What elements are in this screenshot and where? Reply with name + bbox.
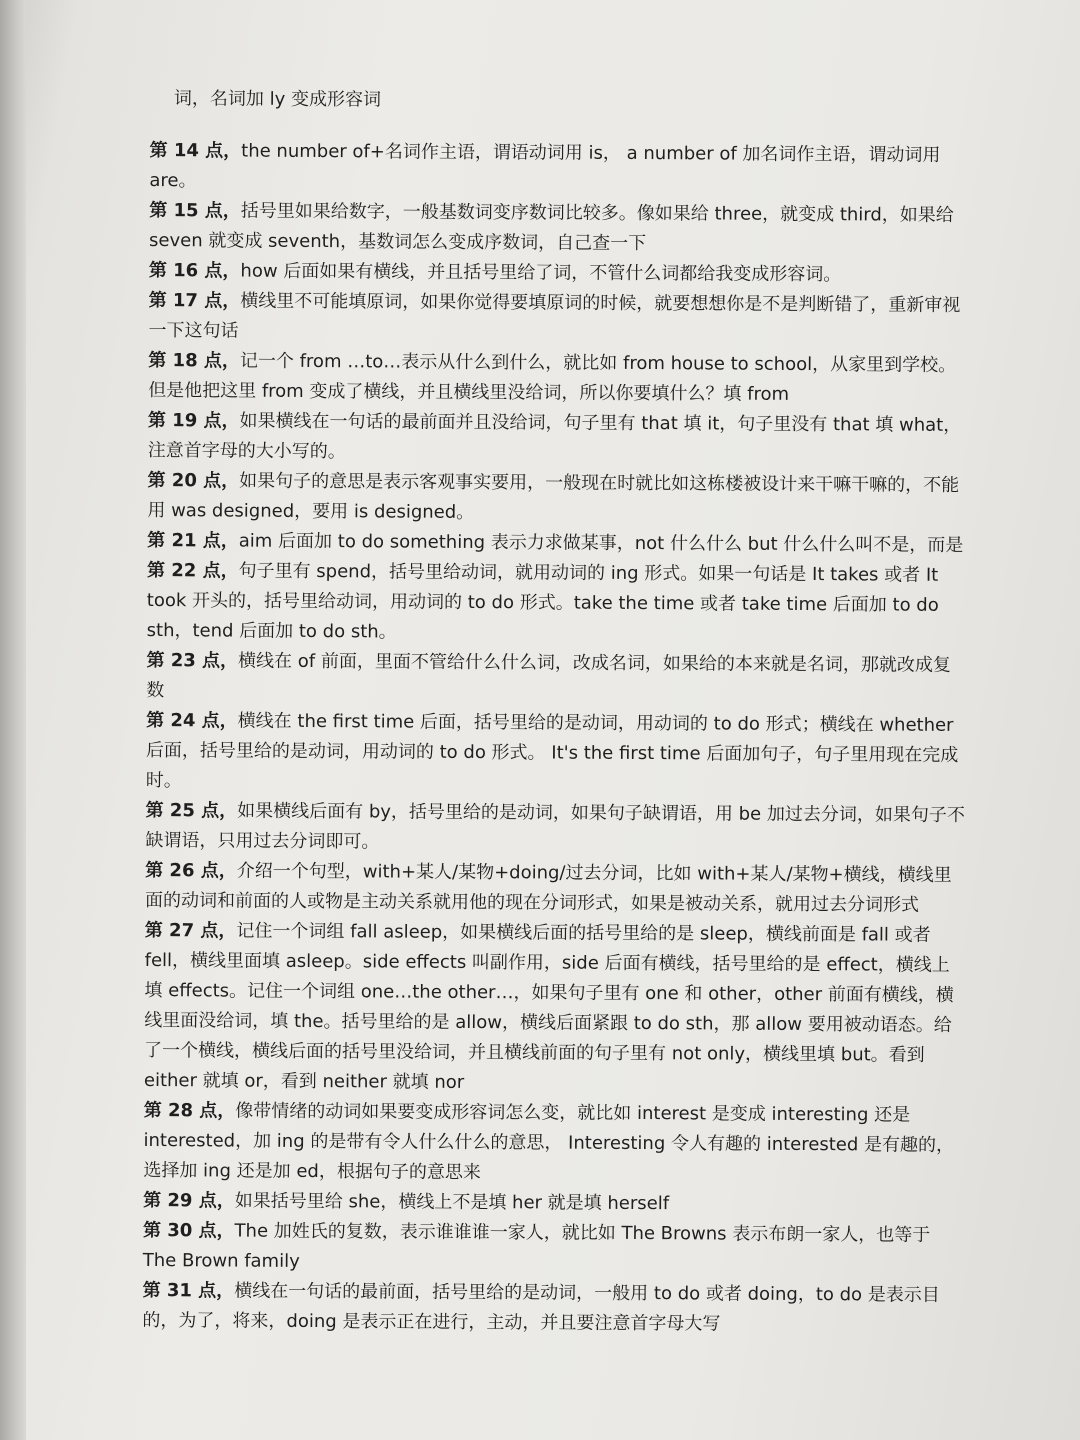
point-30	[143, 1216, 963, 1281]
point-number: 第 26 点，	[145, 859, 237, 882]
point-text: 如果括号里给 she，横线上不是填 her 就是填 herself	[234, 1190, 670, 1215]
point-text: 横线在 of 前面，里面不管给什么什么词，改成名词，如果给的本来就是名词，那就改成复数	[146, 650, 951, 702]
point-text: 横线在一句话的最前面，括号里给的是动词，一般用 to do 或者 doing，to do 是表示目的，为了，将来，doing 是表示正在进行，主动，并且要注意首字母大写	[142, 1280, 940, 1335]
point-14	[149, 136, 969, 201]
point-number: 第 21 点，	[147, 529, 239, 552]
point-text: 记一个 from …to…表示从什么到什么，就比如 from house to school，从家里到学校。但是他把这里 from 变成了横线，并且横线里没给词，所以你要填什么？填 from	[148, 350, 957, 405]
point-number: 第 22 点，	[146, 559, 239, 582]
point-text: 介绍一个句型，with+某人/某物+doing/过去分词，比如 with+某人/某物+横线，横线里面的动词和前面的人或物是主动关系就用他的现在分词形式，如果是被动关系，就用过去分词形式	[144, 860, 952, 916]
point-24	[146, 706, 967, 801]
point-28	[143, 1096, 964, 1191]
notes-text-block	[142, 84, 970, 1341]
point-20	[147, 466, 967, 531]
point-text: the number of+名词作主语，谓语动词用 is， a number of 加名词作主语，谓动词用 are。	[149, 140, 941, 192]
point-text: 如果句子的意思是表示客观事实要用，一般现在时就比如这栋楼被设计来干嘛干嘛的，不能用 was designed，要用 is designed。	[147, 470, 960, 523]
point-text: 横线在 the first time 后面，括号里给的是动词，用动词的 to do 形式；横线在 whether 后面，括号里给的是动词，用动词的 to do 形式。 It's the first time 后面加句子，句子里用现在完成时。	[145, 710, 959, 792]
point-number: 第 14 点，	[149, 139, 242, 162]
point-number: 第 17 点，	[148, 289, 241, 312]
point-text: 如果横线后面有 by，括号里给的是动词，如果句子缺谓语，用 be 加过去分词，如果句子不缺谓语，只用过去分词即可。	[145, 800, 965, 853]
point-number: 第 31 点，	[142, 1279, 235, 1302]
point-number: 第 27 点，	[144, 919, 237, 942]
point-number: 第 15 点，	[149, 199, 241, 222]
point-31	[142, 1276, 962, 1341]
point-text: 如果横线在一句话的最前面并且没给词，句子里有 that 填 it，句子里没有 that 填 what，注意首字母的大小写的。	[147, 410, 962, 463]
point-text: 像带情绪的动词如果要变成形容词怎么变，就比如 interest 是变成 interesting 还是 interested，加 ing 的是带有令人什么什么的意思， Interesting 令人有趣的 interested 是有趣的，选择加 ing 还是加 ed，根据句子的意思来	[143, 1100, 955, 1184]
point-number: 第 18 点，	[148, 349, 240, 372]
point-number: 第 25 点，	[145, 799, 238, 822]
binding-edge	[0, 0, 26, 1440]
point-number: 第 23 点，	[146, 649, 239, 672]
point-text: 横线里不可能填原词，如果你觉得要填原词的时候，就要想想你是不是判断错了，重新审视一下这句话	[148, 290, 961, 342]
point-number: 第 20 点，	[147, 469, 240, 492]
point-number: 第 28 点，	[143, 1099, 236, 1122]
point-text: how 后面如果有横线，并且括号里给了词，不管什么词都给我变成形容词。	[240, 260, 842, 286]
point-number: 第 30 点，	[142, 1219, 235, 1242]
point-text: 括号里如果给数字，一般基数词变序数词比较多。像如果给 three，就变成 third，如果给 seven 就变成 seventh，基数词怎么变成序数词，自己查一下	[148, 200, 954, 255]
point-number: 第 29 点，	[143, 1189, 235, 1212]
intro-line: 词，名词加 ly 变成形容词	[173, 88, 382, 111]
point-text: The 加姓氏的复数，表示谁谁谁一家人，就比如 The Browns 表示布朗一家人，也等于 The Brown family	[142, 1220, 931, 1272]
point-21	[147, 526, 967, 561]
point-26	[145, 856, 965, 921]
point-22	[147, 556, 968, 651]
point-27	[144, 916, 965, 1101]
point-number: 第 24 点，	[146, 709, 238, 732]
point-23	[146, 646, 966, 711]
point-text: aim 后面加 to do something 表示力求做某事，not 什么什么 but 什么什么叫不是，而是	[238, 530, 964, 556]
point-18	[148, 346, 968, 411]
point-text: 记住一个词组 fall asleep，如果横线后面的括号里给的是 sleep，横线前面是 fall 或者 fell，横线里面填 asleep。side effects 叫副作用，side 后面有横线，括号里给的是 effect，横线上填 effects。记住一个词组 one…the other…，如果句子里有 one 和 other，other 前面有横线，横线里面没给词，填 the。括号里给的是 allow，横线后面紧跟 to do sth，那 allow 要用被动语态。给了一个横线，横线后面的括号里没给词，并且横线前面的句子里有 not only，横线里填 but。看到 either 就填 or，看到 neither 就填 nor	[143, 920, 954, 1093]
point-number: 第 16 点，	[148, 259, 241, 282]
point-19	[148, 406, 968, 471]
point-17	[148, 286, 968, 351]
point-15	[149, 196, 969, 261]
point-text: 句子里有 spend，括号里给动词，就用动词的 ing 形式。如果一句话是 It takes 或者 It took 开头的，括号里给动词，用动词的 to do 形式。take the time 或者 take time 后面加 to do sth，tend 后面加 to do sth。	[146, 560, 939, 643]
point-number: 第 19 点，	[147, 409, 240, 432]
point-25	[145, 796, 965, 861]
